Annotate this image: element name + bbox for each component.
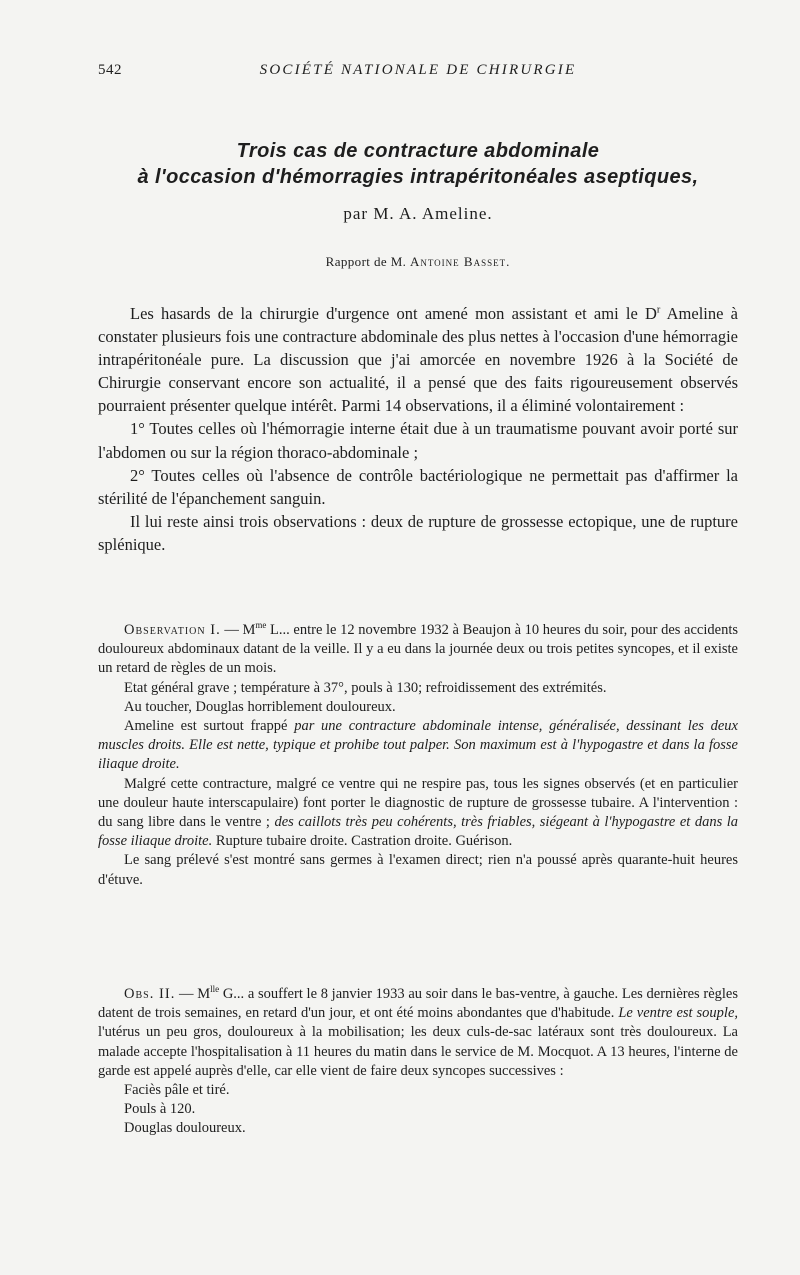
obs1-dash: — M [220,622,256,638]
obs1-p4-italic: par une contracture abdominale intense, généralisée, dessinant les deux muscles droits. Elle est nette, typique et prohibe tout palper. Son maximum est à l'hypogastre et dans la fosse iliaque droite. [98,718,738,773]
obs2-first-text: G... a souffert le 8 janvier 1933 au soir dans le bas-ventre, à gauche. Les dernières règles datent de trois semaines, en retard d'un jour, et ont été moins abondantes que d'habitude. [98,986,738,1022]
intro-paragraph-1 [98,302,738,417]
reporter-name: Antoine Basset. [409,254,511,269]
intro-p1-text: Les hasards de la chirurgie d'urgence ont amené mon assistant et ami le D [130,304,657,323]
obs2-line-3: Douglas douloureux. [124,1120,246,1137]
observation-2 [98,985,738,1139]
obs1-paragraph-5 [98,775,738,852]
obs2-first-italic: Le ventre est souple, [618,1005,739,1022]
obs1-sup: me [255,620,267,631]
article-title-line-2: à l'occasion d'hémorragies intrapéritonéales aseptiques, [137,166,699,188]
obs1-p5-rest: Rupture tubaire droite. Castration droite. Guérison. [212,833,513,850]
obs1-label: Observation I. [124,622,221,638]
report-prefix: Rapport de M. [325,254,410,269]
obs1-p5-text: Malgré cette contracture, malgré ce ventre qui ne respire pas, tous les signes observés (et en particulier une douleur haute interscapulaire) font porter le diagnostic de rupture de grossesse tubaire. A l'intervention : du sang libre dans le ventre ; [98,775,738,831]
article-title-line-1: Trois cas de contracture abdominale [236,140,600,162]
observation-1 [98,621,738,890]
intro-p1-sup: r [656,304,661,316]
obs2-label: Obs. II. [124,986,176,1002]
obs1-p5-italic: des caillots très peu cohérents, très friables, siégeant à l'hypogastre et dans la fosse iliaque droite. [98,814,738,850]
introduction [98,302,738,556]
article-title [98,138,738,190]
running-header [98,62,738,84]
page-number: 542 [98,62,122,78]
obs2-first-paragraph [98,985,738,1081]
intro-p1-rest: Ameline à constater plusieurs fois une contracture abdominale des plus nettes à l'occasion d'une hémorragie intrapéritonéale pure. La discussion que j'ai amorcée en novembre 1926 à la Société de Chirurgie conservant encore son actualité, il a pensé que des faits rigoureusement observés pourraient présenter quelque intérêt. Parmi 14 observations, il a éliminé volontairement : [98,304,738,416]
report-line [98,254,738,270]
obs2-sup: lle [210,984,220,995]
intro-item-1: 1° Toutes celles où l'hémorragie interne était due à un traumatisme pouvant avoir porté sur l'abdomen ou sur la région thoraco-abdominale ; [98,419,738,462]
obs2-dash: — M [175,986,211,1002]
author-line: par M. A. Ameline. [343,204,493,223]
intro-item-2: 2° Toutes celles où l'absence de contrôle bactériologique ne permettait pas d'affirmer la stérilité de l'épanchement sanguin. [98,465,738,508]
obs2-first-rest: l'utérus un peu gros, douloureux à la mobilisation; les deux culs-de-sac latéraux sont très douloureux. La malade accepte l'hospitalisation à 11 heures du matin dans le service de M. Mocquot. A 13 heures, l'interne de garde est appelé auprès d'elle, car elle vient de faire deux syncopes successives : [98,1024,738,1079]
obs2-line-2: Pouls à 120. [124,1101,196,1118]
obs1-p4-text: Ameline est surtout frappé [124,718,295,735]
obs1-first-paragraph [98,621,738,679]
obs1-paragraph-2: Etat général grave ; température à 37°, pouls à 130; refroidissement des extrémités. [124,679,607,696]
obs1-paragraph-3: Au toucher, Douglas horriblement douloureux. [124,698,396,715]
journal-title: SOCIÉTÉ NATIONALE DE CHIRURGIE [259,62,577,78]
intro-paragraph-2: Il lui reste ainsi trois observations : deux de rupture de grossesse ectopique, une de rupture splénique. [98,511,738,554]
obs2-line-1: Faciès pâle et tiré. [124,1082,230,1099]
obs1-paragraph-4 [98,717,738,775]
obs1-paragraph-6: Le sang prélevé s'est montré sans germes à l'examen direct; rien n'a poussé après quarante-huit heures d'étuve. [98,852,738,888]
obs1-first-text: L... entre le 12 novembre 1932 à Beaujon à 10 heures du soir, pour des accidents douloureux abdominaux datant de la veille. Il y a eu dans la journée deux ou trois petites syncopes, et il existe un retard de règles de un mois. [98,622,739,677]
